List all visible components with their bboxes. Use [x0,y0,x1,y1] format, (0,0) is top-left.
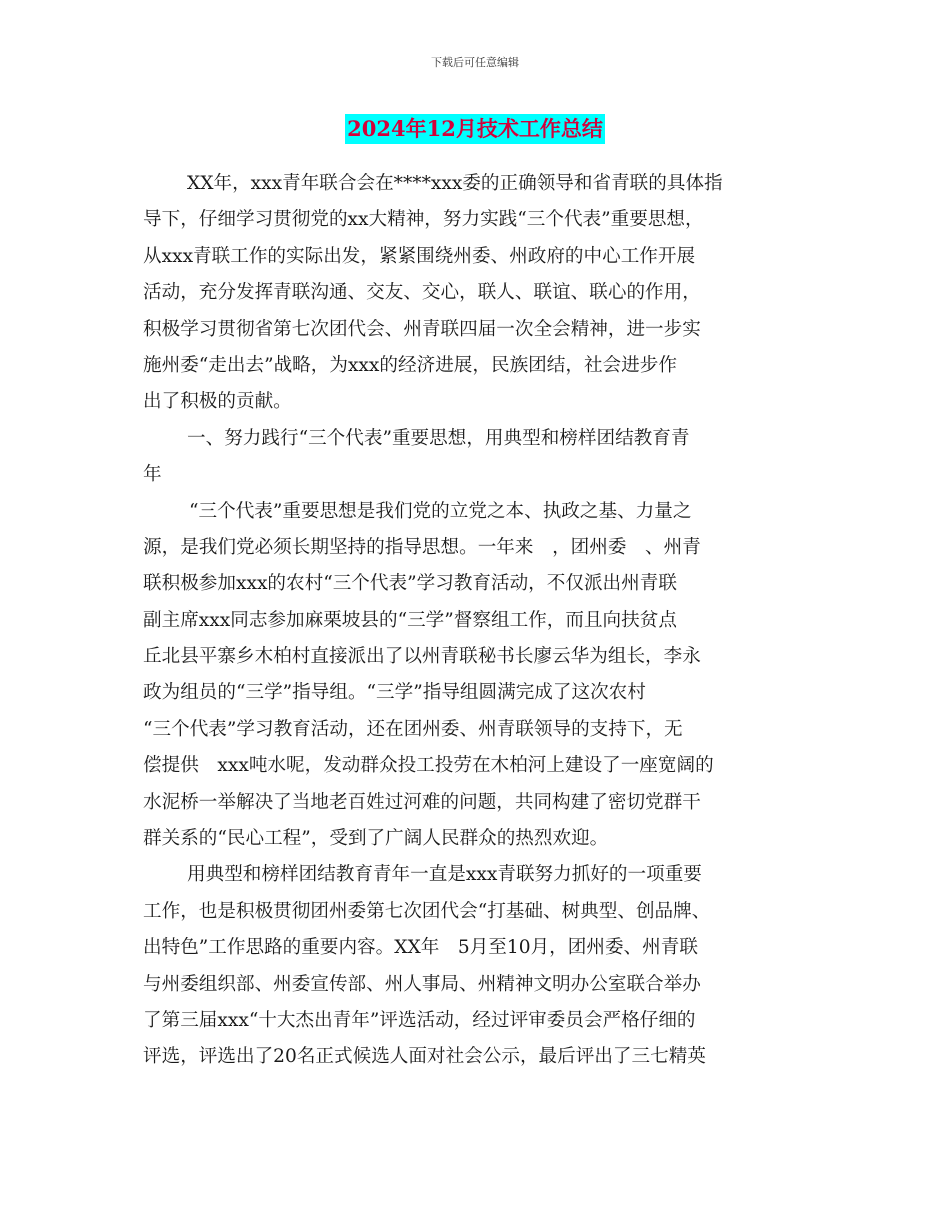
paragraph-line: 政为组员的“三学”指导组。“三学”指导组圆满完成了这次农村 [143,682,646,704]
paragraph-line: 施州委“走出去”战略，为xxx的经济进展，民族团结，社会进步作 [143,354,677,376]
paragraph-line: 导下，仔细学习贯彻党的xx大精神，努力实践“三个代表”重要思想， [143,209,704,231]
paragraph-line: 联积极参加xxx的农村“三个代表”学习教育活动，不仅派出州青联 [143,573,677,595]
paragraph-line: 丘北县平寨乡木柏村直接派出了以州青联秘书长廖云华为组长，李永 [143,646,701,668]
paragraph-line: “三个代表”学习教育活动，还在团州委、州青联领导的支持下，无 [143,718,683,740]
paragraph-line: 副主席xxx同志参加麻栗坡县的“三学”督察组工作，而且向扶贫点 [143,609,677,631]
paragraph-line: 积极学习贯彻省第七次团代会、州青联四届一次全会精神，进一步实 [143,318,701,340]
paragraph-line: 偿提供 xxx吨水呢，发动群众投工投劳在木柏河上建设了一座宽阔的 [143,755,714,777]
title-container [0,114,950,144]
paragraph-line: 了第三届xxx“十大杰出青年”评选活动，经过评审委员会严格仔细的 [143,1009,696,1031]
paragraph-line: 出特色”工作思路的重要内容。XX年 5月至10月，团州委、州青联 [143,937,698,959]
paragraph-line: 工作，也是积极贯彻团州委第七次团代会“打基础、树典型、创品牌、 [143,900,711,922]
document-body [143,166,803,1076]
paragraph-line: 活动，充分发挥青联沟通、交友、交心，联人、联谊、联心的作用， [143,282,701,304]
paragraph-line: 从xxx青联工作的实际出发，紧紧围绕州委、州政府的中心工作开展 [143,245,696,267]
paragraph-line: “三个代表”重要思想是我们党的立党之本、执政之基、力量之 [189,500,692,522]
paragraph-line: 用典型和榜样团结教育青年一直是xxx青联努力抓好的一项重要 [187,864,702,886]
paragraph-line: 与州委组织部、州委宣传部、州人事局、州精神文明办公室联合举办 [143,973,701,995]
paragraph-line: 出了积极的贡献。 [143,391,292,413]
section-heading-line: 年 [143,464,162,486]
section-heading-line: 一、努力践行“三个代表”重要思想，用典型和榜样团结教育青 [187,427,690,449]
paragraph-line: 评选，评选出了20名正式候选人面对社会公示，最后评出了三七精英 [143,1046,706,1068]
paragraph-line: 水泥桥一举解决了当地老百姓过河难的问题，共同构建了密切党群干 [143,791,701,813]
header-note: 下载后可任意编辑 [431,56,519,69]
paragraph-line: XX年，xxx青年联合会在****xxx委的正确领导和省青联的具体指 [187,173,723,194]
paragraph-line: 源，是我们党必须长期坚持的指导思想。一年来 ，团州委 、州青 [143,536,701,558]
paragraph-line: 群关系的“民心工程”，受到了广阔人民群众的热烈欢迎。 [143,828,609,850]
document-title: 2024年12月技术工作总结 [345,114,605,144]
